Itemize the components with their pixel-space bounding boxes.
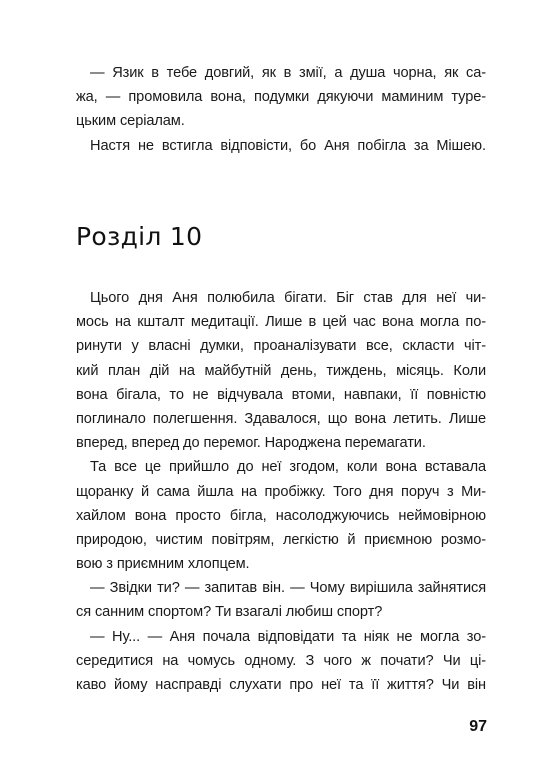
paragraph-line: Та все це прийшло до неї згодом, коли вона вставала [90,459,486,476]
paragraph-line: вона бігала, то не відчувала втоми, навпаки, її повністю [76,386,486,403]
paragraph-line: цьким серіалам. [76,113,185,130]
paragraph-line: природою, чистим повітрям, легкістю й приємною розмо- [76,531,486,548]
paragraph-line: — Звідки ти? — запитав він. — Чому вирішила зайнятися [90,580,486,597]
chapter-title: Розділ 10 [76,222,203,251]
paragraph-line: щоранку й сама йшла на пробіжку. Того дня поруч з Ми- [76,483,486,500]
paragraph-line: Настя не встигла відповісти, бо Аня побігла за Мішею. [90,137,486,154]
paragraph-line: вперед, вперед до перемог. Народжена перемагати. [76,435,426,452]
page-number: 97 [469,718,487,735]
paragraph-line: поглинало полегшення. Здавалося, що вона летить. Лише [76,410,486,427]
paragraph-line: Цього дня Аня полюбила бігати. Біг став для неї чи- [90,290,486,306]
paragraph-line: ринути у власні думки, проаналізувати все, скласти чіт- [76,338,486,355]
paragraph-line: вою з приємним хлопцем. [76,556,250,573]
paragraph-line: каво йому насправді слухати про неї та її життя? Чи він [76,677,486,693]
paragraph-line: жа, — промовила вона, подумки дякуючи маминим туре- [76,89,486,106]
paragraph-line: ся санним спортом? Ти взагалі любиш спорт? [76,604,383,621]
chapter-body-text [76,286,486,697]
paragraph-line: кий план дій на майбутній день, тиждень, місяць. Коли [76,362,486,379]
paragraph-line: мось на кшталт медитації. Лише в цей час вона могла по- [76,314,486,331]
paragraph-line: — Ну... — Аня почала відповідати та ніяк не могла зо- [90,628,486,645]
top-text-block [76,61,486,158]
paragraph-line: середитися на чомусь одному. З чого ж почати? Чи ці- [76,652,486,669]
paragraph-line: хайлом вона просто бігла, насолоджуючись неймовірною [76,507,486,524]
paragraph-line: — Язик в тебе довгий, як в змії, а душа чорна, як са- [90,65,486,81]
